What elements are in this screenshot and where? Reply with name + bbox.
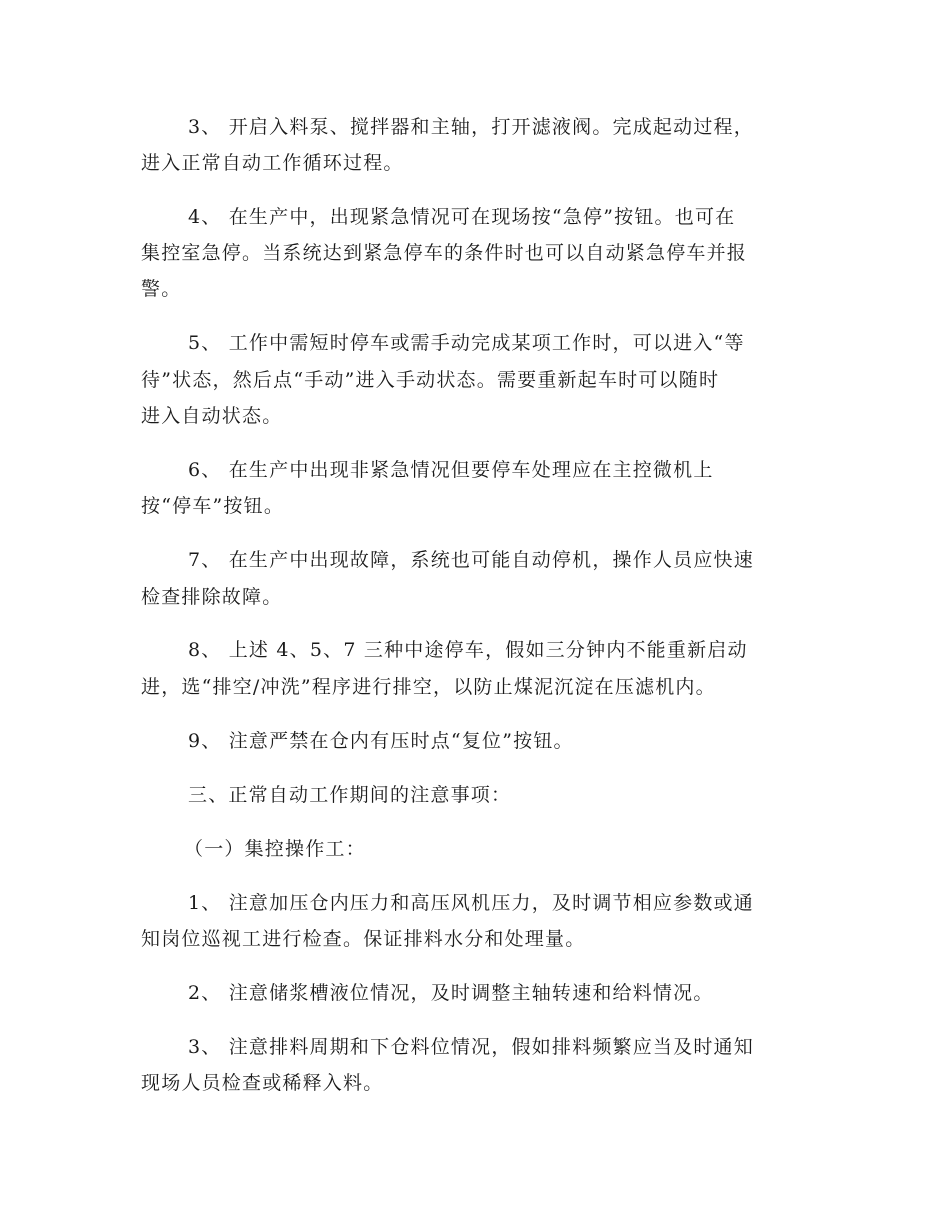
paragraph-4-line-2: 集控室急停。当系统达到紧急停车的条件时也可以自动紧急停车并报: [141, 242, 748, 264]
item-3-line-2: 现场人员检查或稀释入料。: [141, 1072, 384, 1094]
paragraph-6-line-2: 按“停车”按钮。: [141, 495, 285, 517]
paragraph-8-line-1: 8、 上述 4、5、7 三种中途停车，假如三分钟内不能重新启动: [188, 639, 748, 661]
item-2-line-1: 2、 注意储浆槽液位情况，及时调整主轴转速和给料情况。: [188, 982, 714, 1004]
paragraph-8-line-2: 进，选“排空/冲洗”程序进行排空，以防止煤泥沉淀在压滤机内。: [141, 676, 716, 698]
paragraph-5-line-3: 进入自动状态。: [141, 405, 283, 427]
paragraph-7-line-1: 7、 在生产中出现故障，系统也可能自动停机，操作人员应快速: [188, 549, 754, 571]
subsection-heading-1: （一）集控操作工：: [184, 838, 366, 860]
paragraph-3-line-2: 进入正常自动工作循环过程。: [141, 152, 404, 174]
paragraph-6-line-1: 6、 在生产中出现非紧急情况但要停车处理应在主控微机上: [188, 459, 714, 481]
item-3-line-1: 3、 注意排料周期和下仓料位情况，假如排料频繁应当及时通知: [188, 1036, 754, 1058]
paragraph-5-line-2: 待”状态，然后点“手动”进入手动状态。需要重新起车时可以随时: [141, 369, 720, 391]
paragraph-4-line-3: 警。: [141, 278, 182, 300]
paragraph-5-line-1: 5、 工作中需短时停车或需手动完成某项工作时，可以进入“等: [188, 332, 745, 354]
paragraph-9-line-1: 9、 注意严禁在仓内有压时点“复位”按钮。: [188, 730, 574, 752]
item-1-line-2: 知岗位巡视工进行检查。保证排料水分和处理量。: [141, 928, 586, 950]
paragraph-4-line-1: 4、 在生产中，出现紧急情况可在现场按“急停”按钮。也可在: [188, 206, 736, 228]
item-1-line-1: 1、 注意加压仓内压力和高压风机压力，及时调节相应参数或通: [188, 892, 754, 914]
paragraph-3-line-1: 3、 开启入料泵、搅拌器和主轴，打开滤液阀。完成起动过程，: [188, 116, 754, 138]
paragraph-7-line-2: 检查排除故障。: [141, 586, 283, 608]
section-heading-3: 三、正常自动工作期间的注意事项：: [188, 784, 512, 806]
